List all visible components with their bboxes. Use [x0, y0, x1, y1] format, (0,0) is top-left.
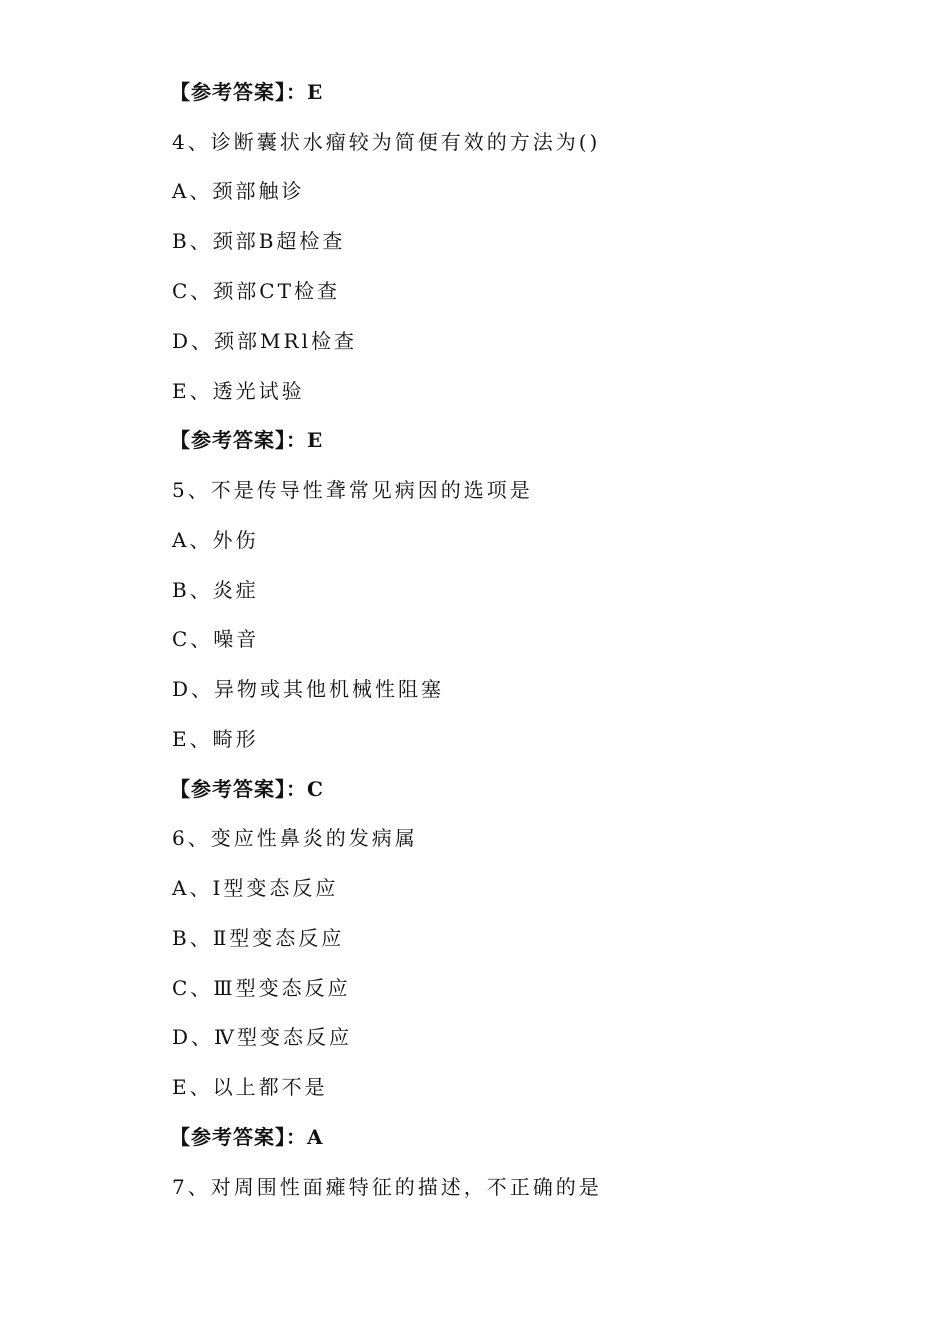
option-4d: D、颈部MRl检查	[172, 329, 357, 353]
answer-line-q4	[170, 425, 323, 455]
answer-line-q3	[170, 77, 323, 107]
answer-label: 【参考答案】：	[170, 80, 307, 104]
option-5c: C、噪音	[172, 627, 260, 651]
option-5b: B、炎症	[172, 578, 259, 602]
question-6: 6、变应性鼻炎的发病属	[172, 826, 418, 850]
option-6b: B、Ⅱ型变态反应	[172, 926, 345, 950]
option-6e: E、以上都不是	[172, 1075, 328, 1099]
answer-value: E	[307, 80, 324, 104]
option-4b: B、颈部B超检查	[172, 229, 346, 253]
option-6d: D、Ⅳ型变态反应	[172, 1025, 353, 1049]
option-5e: E、畸形	[172, 727, 259, 751]
answer-label: 【参考答案】：	[170, 428, 307, 452]
option-4e: E、透光试验	[172, 379, 305, 403]
answer-value: E	[307, 428, 324, 452]
option-6a: A、Ⅰ型变态反应	[172, 876, 339, 900]
option-6c: C、Ⅲ型变态反应	[172, 976, 351, 1000]
answer-value: C	[307, 777, 324, 801]
answer-value: A	[307, 1125, 324, 1149]
question-5: 5、不是传导性聋常见病因的选项是	[172, 478, 533, 502]
option-5d: D、异物或其他机械性阻塞	[172, 677, 445, 701]
question-4: 4、诊断囊状水瘤较为简便有效的方法为()	[172, 130, 601, 154]
option-4c: C、颈部CT检查	[172, 279, 340, 303]
answer-label: 【参考答案】：	[170, 777, 307, 801]
option-5a: A、外伤	[172, 528, 259, 552]
question-7: 7、对周围性面瘫特征的描述，不正确的是	[172, 1175, 602, 1199]
option-4a: A、颈部触诊	[172, 179, 305, 203]
answer-line-q6	[170, 1122, 324, 1152]
answer-line-q5	[170, 774, 324, 804]
answer-label: 【参考答案】：	[170, 1125, 307, 1149]
